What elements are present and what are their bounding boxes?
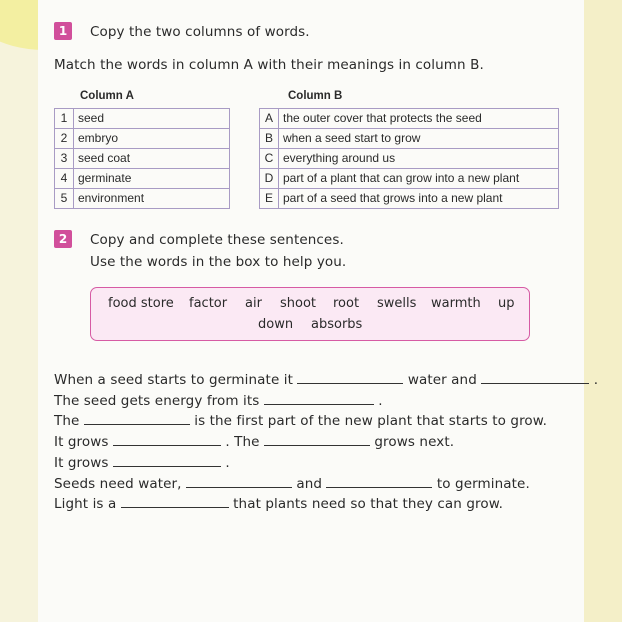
sentence-text: It grows xyxy=(54,434,109,450)
sentence-text: water and xyxy=(407,372,477,388)
word-box-item: absorbs xyxy=(311,317,363,332)
table-row xyxy=(260,129,559,149)
sentence-text: and xyxy=(296,476,323,492)
word-box xyxy=(90,287,530,341)
answer-blank[interactable] xyxy=(113,454,221,467)
answer-blank[interactable] xyxy=(264,392,374,405)
sentence-7 xyxy=(54,495,503,512)
row-key: D xyxy=(260,169,279,189)
row-word: embryo xyxy=(74,129,230,149)
sentence-text: It grows xyxy=(54,455,109,471)
table-row xyxy=(260,149,559,169)
table-row xyxy=(55,169,230,189)
answer-blank[interactable] xyxy=(113,433,221,446)
row-word: seed coat xyxy=(74,149,230,169)
answer-blank[interactable] xyxy=(84,412,190,425)
exercise-1-instruction: Match the words in column A with their meanings in column B. xyxy=(54,57,484,73)
sentence-text: Light is a xyxy=(54,496,117,512)
row-key: 5 xyxy=(55,189,74,209)
column-a-table xyxy=(54,108,230,209)
table-row xyxy=(55,109,230,129)
row-key: 2 xyxy=(55,129,74,149)
word-box-item: root xyxy=(333,296,360,311)
sentence-text: is the first part of the new plant that starts to grow. xyxy=(194,413,548,429)
sentence-5 xyxy=(54,454,230,471)
sentence-text: to germinate. xyxy=(436,476,530,492)
column-b-table xyxy=(259,108,559,209)
row-meaning: everything around us xyxy=(279,149,559,169)
answer-blank[interactable] xyxy=(326,475,432,488)
sentence-2 xyxy=(54,392,383,409)
row-key: A xyxy=(260,109,279,129)
word-box-item: food store xyxy=(108,296,174,311)
row-meaning: part of a seed that grows into a new plant xyxy=(279,189,559,209)
word-box-item: air xyxy=(245,296,262,311)
table-row xyxy=(55,189,230,209)
row-key: 4 xyxy=(55,169,74,189)
sentence-4 xyxy=(54,433,454,450)
exercise-2-instruction: Use the words in the box to help you. xyxy=(90,254,347,270)
row-word: environment xyxy=(74,189,230,209)
word-box-item: up xyxy=(498,296,515,311)
sentence-text: grows next. xyxy=(374,434,455,450)
row-meaning: part of a plant that can grow into a new plant xyxy=(279,169,559,189)
sentence-text: . xyxy=(593,372,599,388)
table-row xyxy=(260,109,559,129)
row-word: germinate xyxy=(74,169,230,189)
sentence-text: . xyxy=(378,393,383,409)
word-box-item: factor xyxy=(189,296,228,311)
word-box-item: shoot xyxy=(280,296,317,311)
row-meaning: the outer cover that protects the seed xyxy=(279,109,559,129)
word-box-item: warmth xyxy=(431,296,481,311)
sentence-text: When a seed starts to germinate it xyxy=(54,372,293,388)
word-box-item: down xyxy=(258,317,294,332)
row-key: C xyxy=(260,149,279,169)
sentence-text: Seeds need water, xyxy=(54,476,182,492)
table-row xyxy=(55,129,230,149)
row-key: E xyxy=(260,189,279,209)
sentence-6 xyxy=(54,475,530,492)
answer-blank[interactable] xyxy=(264,433,370,446)
sentence-text: . xyxy=(225,455,230,471)
answer-blank[interactable] xyxy=(297,371,403,384)
exercise-2-badge: 2 xyxy=(54,230,72,248)
row-key: 1 xyxy=(55,109,74,129)
row-word: seed xyxy=(74,109,230,129)
table-row xyxy=(260,189,559,209)
column-a-heading: Column A xyxy=(80,90,134,102)
sentence-text: The xyxy=(54,413,80,429)
word-box-item: swells xyxy=(377,296,417,311)
exercise-1-title: Copy the two columns of words. xyxy=(90,24,310,40)
row-meaning: when a seed start to grow xyxy=(279,129,559,149)
row-key: B xyxy=(260,129,279,149)
exercise-2-title: Copy and complete these sentences. xyxy=(90,232,344,248)
sentence-text: that plants need so that they can grow. xyxy=(233,496,504,512)
table-row xyxy=(55,149,230,169)
sentence-1 xyxy=(54,371,598,388)
row-key: 3 xyxy=(55,149,74,169)
column-b-heading: Column B xyxy=(288,90,343,102)
exercise-1-badge: 1 xyxy=(54,22,72,40)
answer-blank[interactable] xyxy=(481,371,589,384)
table-row xyxy=(260,169,559,189)
page-edge-strip xyxy=(584,0,622,622)
sentence-3 xyxy=(54,412,547,429)
answer-blank[interactable] xyxy=(121,495,229,508)
sentence-text: . The xyxy=(225,434,260,450)
sentence-text: The seed gets energy from its xyxy=(54,393,260,409)
answer-blank[interactable] xyxy=(186,475,292,488)
